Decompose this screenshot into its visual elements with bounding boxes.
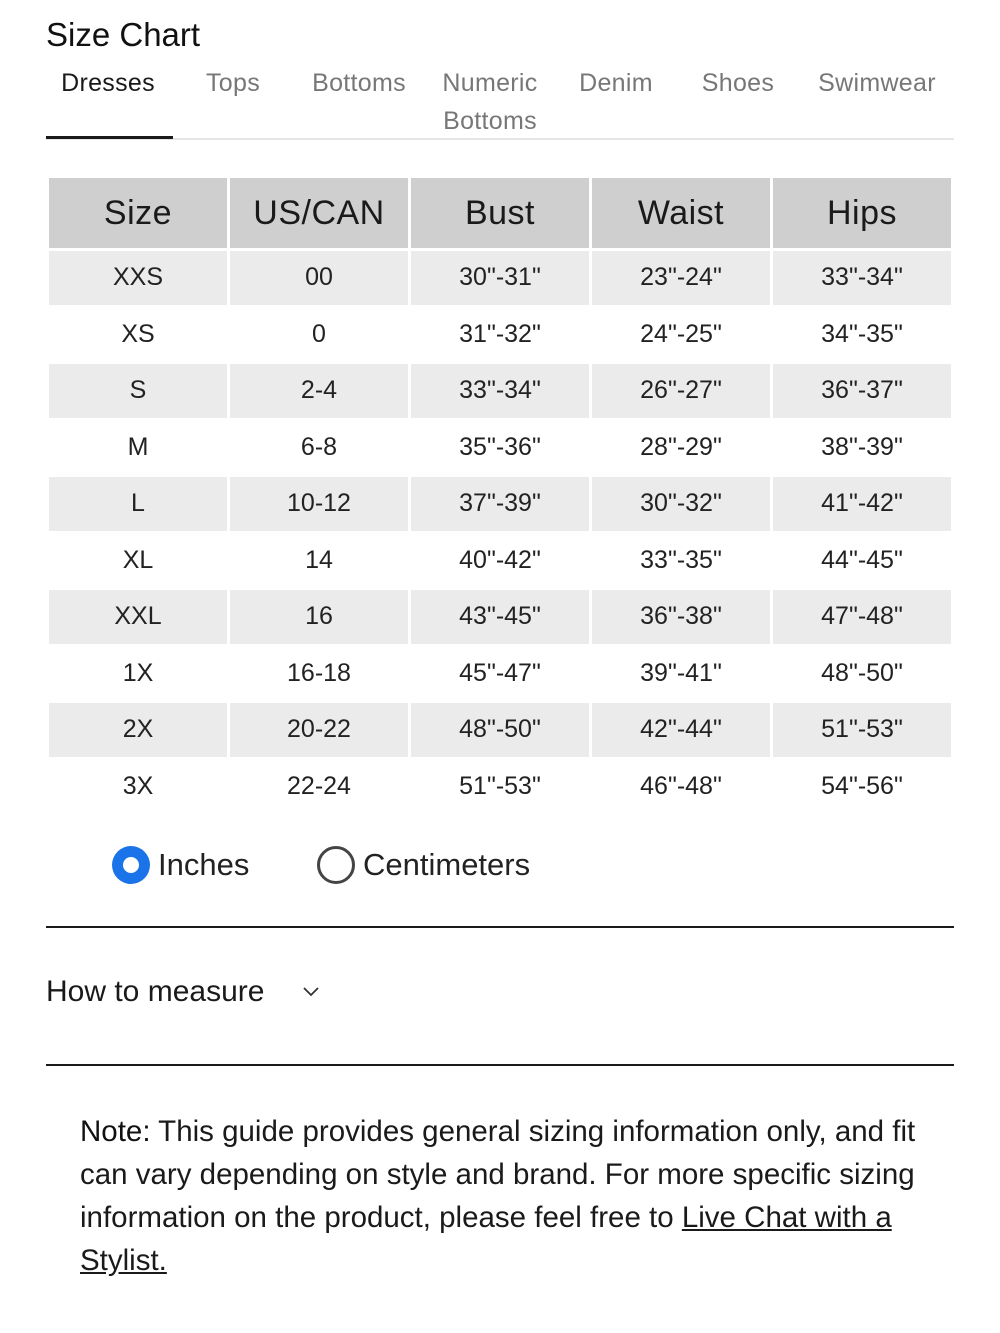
cell-waist: 28"-29" (640, 432, 722, 461)
cell-waist: 39"-41" (640, 658, 722, 687)
table-row (49, 308, 951, 362)
cell-size: 3X (122, 771, 154, 800)
tab-tops[interactable]: Tops (205, 69, 260, 97)
centimeters-label: Centimeters (363, 847, 531, 882)
tab-numeric-bottoms[interactable]: Numeric Bottoms (442, 69, 538, 135)
centimeters-option[interactable] (317, 846, 530, 884)
note-label: Note: (80, 1115, 151, 1148)
centimeters-radio[interactable] (317, 846, 355, 884)
tab-shoes[interactable]: Shoes (701, 69, 775, 97)
cell-bust: 40"-42" (459, 545, 541, 574)
cell-us-can: 22-24 (287, 771, 351, 800)
table-row (49, 364, 951, 418)
cell-us-can: 16-18 (287, 658, 351, 687)
cell-bust: 48"-50" (411, 703, 589, 757)
cell-waist: 42"-44" (592, 703, 770, 757)
table-body (49, 251, 951, 813)
table-row (49, 590, 951, 644)
cell-size: M (127, 432, 149, 461)
divider-top (46, 926, 954, 928)
size-chart-table (46, 175, 954, 816)
cell-hips: 34"-35" (821, 319, 903, 348)
cell-size: XXS (49, 251, 227, 305)
cell-waist: 23"-24" (592, 251, 770, 305)
cell-waist: 26"-27" (592, 364, 770, 418)
cell-hips: 41"-42" (773, 477, 951, 531)
header-bust: Bust (411, 178, 589, 248)
how-to-measure-toggle[interactable] (46, 975, 322, 1009)
cell-size: XS (121, 319, 155, 348)
cell-hips: 38"-39" (821, 432, 903, 461)
inches-radio[interactable] (112, 846, 150, 884)
inches-option[interactable] (112, 846, 249, 884)
chevron-down-icon (300, 981, 322, 1003)
cell-size: S (49, 364, 227, 418)
cell-bust: 51"-53" (459, 771, 541, 800)
cell-size: 2X (49, 703, 227, 757)
cell-us-can: 14 (305, 545, 333, 574)
tab-bottoms[interactable]: Bottoms (312, 69, 406, 97)
cell-size: 1X (122, 658, 154, 687)
divider-bottom (46, 1064, 954, 1066)
table-row (49, 421, 951, 475)
cell-us-can: 16 (230, 590, 408, 644)
live-chat-link[interactable]: Live Chat with a Stylist. (80, 1201, 892, 1277)
tab-denim[interactable]: Denim (579, 69, 653, 97)
cell-hips: 51"-53" (773, 703, 951, 757)
cell-us-can: 20-22 (230, 703, 408, 757)
cell-us-can: 00 (230, 251, 408, 305)
cell-size: XXL (49, 590, 227, 644)
cell-bust: 45"-47" (459, 658, 541, 687)
category-tabs (46, 64, 954, 140)
tab-swimwear[interactable]: Swimwear (818, 69, 936, 97)
cell-us-can: 0 (312, 319, 326, 348)
cell-hips: 44"-45" (821, 545, 903, 574)
tab-dresses[interactable]: Dresses (61, 69, 155, 97)
cell-size: L (49, 477, 227, 531)
cell-bust: 35"-36" (459, 432, 541, 461)
cell-size: XL (122, 545, 154, 574)
cell-hips: 33"-34" (773, 251, 951, 305)
header-size: Size (49, 178, 227, 248)
cell-waist: 30"-32" (592, 477, 770, 531)
cell-waist: 33"-35" (640, 545, 722, 574)
sizing-note (80, 1110, 940, 1282)
active-tab-indicator (46, 136, 173, 139)
cell-bust: 30"-31" (411, 251, 589, 305)
cell-us-can: 6-8 (300, 432, 338, 461)
table-row (49, 251, 951, 305)
cell-hips: 54"-56" (821, 771, 903, 800)
header-waist: Waist (592, 178, 770, 248)
how-to-measure-label: How to measure (46, 975, 265, 1008)
cell-bust: 37"-39" (411, 477, 589, 531)
cell-bust: 31"-32" (459, 319, 541, 348)
note-body: This guide provides general sizing information only, and fit can vary depending on style and brand. For more specific sizing information on the product, please feel free to (80, 1115, 916, 1234)
cell-us-can: 10-12 (230, 477, 408, 531)
cell-hips: 47"-48" (773, 590, 951, 644)
cell-us-can: 2-4 (230, 364, 408, 418)
table-row (49, 534, 951, 588)
table-row (49, 647, 951, 701)
table-header-row (49, 178, 951, 248)
cell-bust: 43"-45" (411, 590, 589, 644)
inches-label: Inches (158, 847, 250, 882)
header-us-can: US/CAN (230, 178, 408, 248)
cell-waist: 24"-25" (640, 319, 722, 348)
cell-waist: 36"-38" (592, 590, 770, 644)
cell-hips: 36"-37" (773, 364, 951, 418)
cell-bust: 33"-34" (411, 364, 589, 418)
cell-waist: 46"-48" (640, 771, 722, 800)
table-row (49, 760, 951, 814)
table-row (49, 703, 951, 757)
header-hips: Hips (773, 178, 951, 248)
table-row (49, 477, 951, 531)
page-title: Size Chart (46, 16, 201, 53)
cell-hips: 48"-50" (821, 658, 903, 687)
